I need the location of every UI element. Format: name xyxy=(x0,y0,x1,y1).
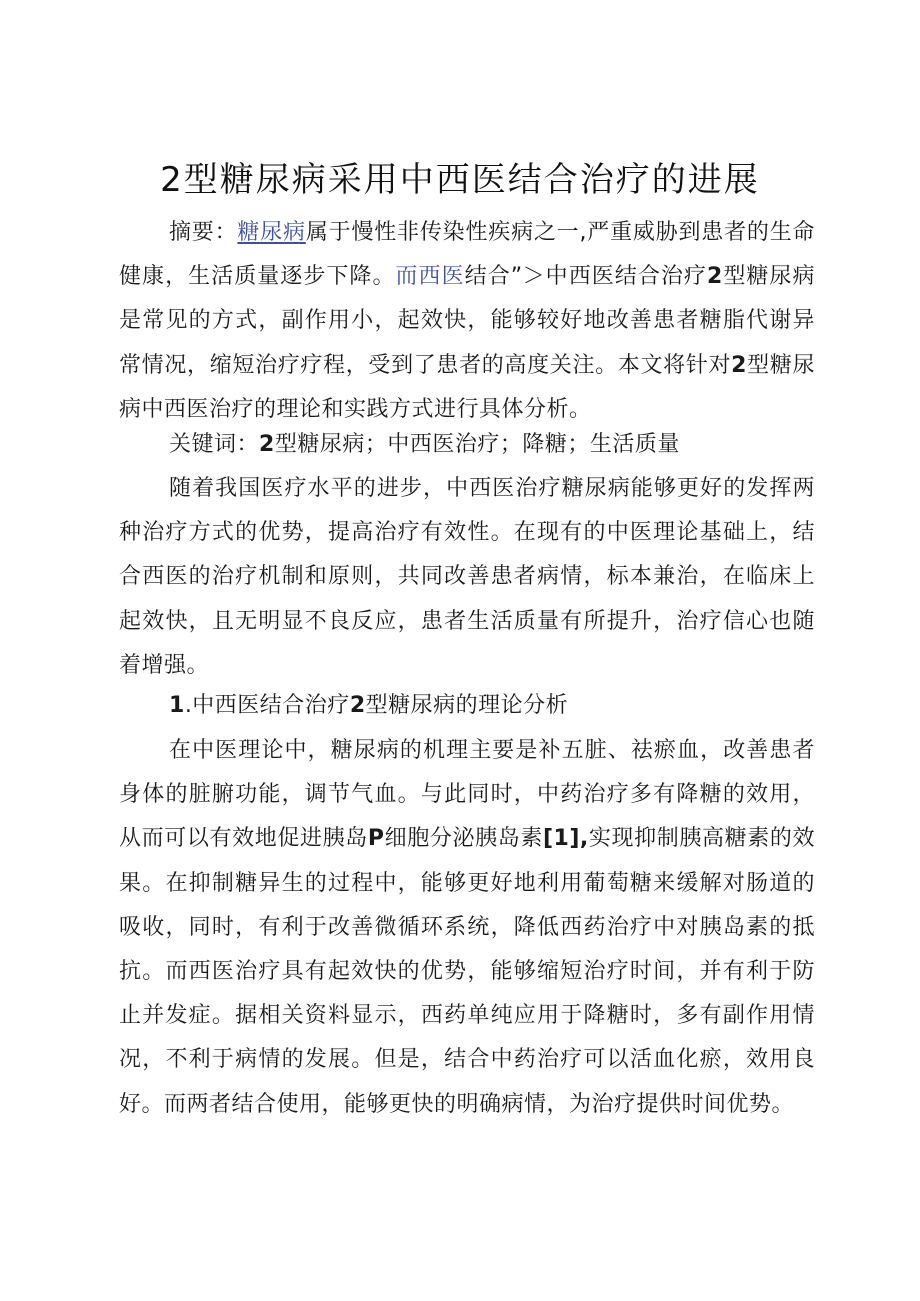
citation-ref: [1], xyxy=(542,826,589,852)
abstract-text-2: 结合”＞中西医结合治疗 xyxy=(464,264,707,290)
body-text-3: 实现抑制胰高糖素的效果。在抑制糖异生的过程中，能够更好地利用葡萄糖来缓解对肠道的吸收，同时，有利于改善微循环系统，降低西药治疗中对胰岛素的抵抗。而西医治疗具有起效快的优势，能够缩短治疗时间，并有利于防止并发症。据相关资料显示，西药单纯应用于降糖时，多有副作用情况，不利于病情的发展。但是，结合中药治疗可以活血化瘀，效用良好。而两者结合使用，能够更快的明确病情，为治疗提供时间优势。 xyxy=(119,826,815,1117)
section-heading-text-2: 型糖尿病的理论分析 xyxy=(365,693,569,718)
document-title: 2型糖尿病采用中西医结合治疗的进展 xyxy=(160,160,760,200)
body-text-1: 在中医理论中，糖尿病的机理主要是补五脏、祛瘀血，改善患者身体的脏腑功能，调节气血。与此同时，中药治疗多有降糖的效用，从而可以有效地促进胰岛 xyxy=(119,738,815,852)
western-medicine-link[interactable]: 而西医 xyxy=(395,264,465,290)
abstract-bold-2: 2 xyxy=(731,352,747,378)
section-heading-bold: 2 xyxy=(349,693,366,718)
abstract-label: 摘要： xyxy=(169,220,238,245)
abstract-text-4: 型糖尿病中西医治疗的理论和实践方式进行具体分析。 xyxy=(119,352,815,422)
abstract-bold-1: 2 xyxy=(706,264,723,290)
body-paragraph-1 xyxy=(119,729,815,1127)
section-heading-1 xyxy=(169,684,568,728)
intro-paragraph: 随着我国医疗水平的进步，中西医治疗糖尿病能够更好的发挥两种治疗方式的优势，提高治疗有效性。在现有的中医理论基础上，结合西医的治疗机制和原则，共同改善患者病情，标本兼治，在临床上起效快，且无明显不良反应，患者生活质量有所提升，治疗信心也随着增强。 xyxy=(119,476,815,678)
body-text-2: 细胞分泌胰岛素 xyxy=(384,826,543,852)
abstract-text-3: 型糖尿病是常见的方式，副作用小，起效快，能够较好地改善患者糖脂代谢异常情况，缩短治疗疗程，受到了患者的高度关注。本文将针对 xyxy=(119,264,815,378)
keywords-line xyxy=(119,423,815,467)
keywords-text: 型糖尿病；中西医治疗；降糖；生活质量 xyxy=(274,432,680,457)
section-number: 1 xyxy=(169,693,185,718)
section-heading-text-1: .中西医结合治疗 xyxy=(184,693,350,718)
abstract-paragraph xyxy=(119,211,815,432)
keywords-label: 关键词： xyxy=(169,432,260,457)
body-bold-1: P xyxy=(367,826,385,852)
keywords-bold: 2 xyxy=(259,432,275,457)
abstract-text-1: 属于慢性非传染性疾病之一,严重威胁到患者的生命健康，生活质量逐步下降。 xyxy=(119,220,815,290)
diabetes-link[interactable]: 糖尿病 xyxy=(237,220,306,245)
